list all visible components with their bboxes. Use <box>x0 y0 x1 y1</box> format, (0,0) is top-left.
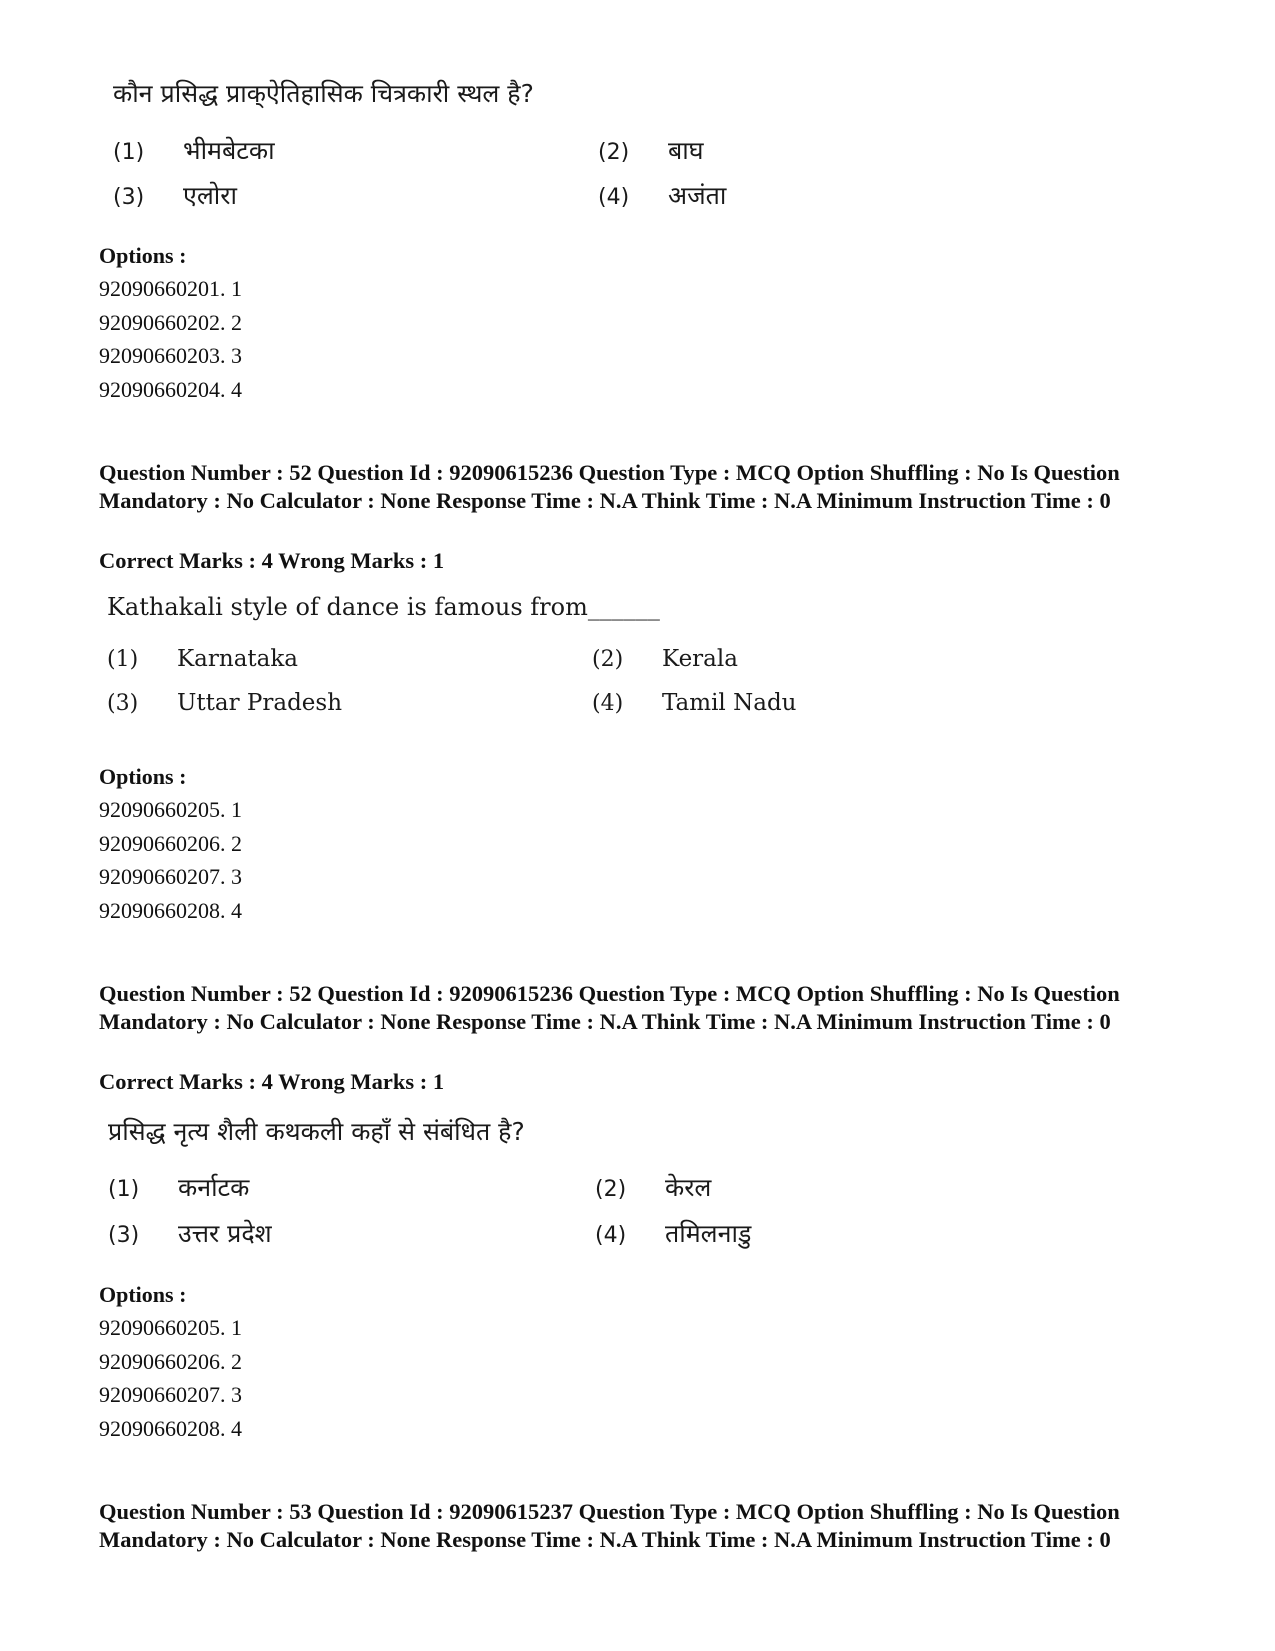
question-text: Kathakali style of dance is famous from______ <box>107 593 660 621</box>
choice-number: (4) <box>598 185 630 210</box>
question-text: प्रसिद्ध नृत्य शैली कथकली कहाँ से संबंधित है? <box>108 1117 525 1146</box>
choice-label: Kerala <box>662 646 738 672</box>
choice-number: (4) <box>595 1223 627 1248</box>
choice-label: Uttar Pradesh <box>177 690 343 716</box>
option-line: 92090660202. 2 <box>99 310 242 335</box>
question-meta: Question Number : 52 Question Id : 92090615236 Question Type : MCQ Option Shuffling : No Is Question Mandatory : No Calculator : None Response Time : N.A Think Time : N.A Minimum Instruction Time : 0 <box>99 981 1120 1034</box>
options-heading: Options : <box>99 243 187 268</box>
choice-label: उत्तर प्रदेश <box>178 1219 272 1248</box>
choice-number: (4) <box>592 691 624 716</box>
choice-1 <box>113 133 275 167</box>
choice-number: (3) <box>113 185 145 210</box>
choice-3 <box>107 689 342 717</box>
choice-2 <box>598 133 704 167</box>
choice-label: Tamil Nadu <box>662 690 797 716</box>
choice-number: (1) <box>108 1177 140 1202</box>
choice-label: तमिलनाडु <box>665 1219 752 1248</box>
options-heading: Options : <box>99 1282 187 1307</box>
option-line: 92090660206. 2 <box>99 1349 242 1374</box>
option-line: 92090660207. 3 <box>99 1382 242 1407</box>
choice-number: (3) <box>108 1223 140 1248</box>
choice-1 <box>107 645 298 673</box>
option-line: 92090660201. 1 <box>99 276 242 301</box>
choice-1 <box>108 1170 249 1204</box>
option-line: 92090660206. 2 <box>99 831 242 856</box>
question-meta: Question Number : 53 Question Id : 92090615237 Question Type : MCQ Option Shuffling : No Is Question Mandatory : No Calculator : None Response Time : N.A Think Time : N.A Minimum Instruction Time : 0 <box>99 1499 1120 1552</box>
choice-label: कर्नाटक <box>178 1173 250 1202</box>
choice-label: एलोरा <box>183 181 237 210</box>
option-line: 92090660207. 3 <box>99 864 242 889</box>
question-text: कौन प्रसिद्ध प्राक्ऐतिहासिक चित्रकारी स्थल है? <box>113 79 534 108</box>
choice-number: (2) <box>592 647 624 672</box>
choice-label: बाघ <box>668 136 704 165</box>
choice-number: (2) <box>598 140 630 165</box>
choice-3 <box>108 1216 272 1250</box>
option-line: 92090660203. 3 <box>99 343 242 368</box>
option-line: 92090660208. 4 <box>99 1416 242 1441</box>
options-heading: Options : <box>99 764 187 789</box>
choice-number: (2) <box>595 1177 627 1202</box>
choice-number: (1) <box>107 647 139 672</box>
choice-4 <box>592 689 796 717</box>
choice-2 <box>592 645 738 673</box>
option-line: 92090660205. 1 <box>99 1315 242 1340</box>
choice-label: भीमबेटका <box>183 136 275 165</box>
choice-3 <box>113 178 237 212</box>
choice-number: (1) <box>113 140 145 165</box>
choice-label: केरल <box>665 1173 712 1202</box>
question-meta: Question Number : 52 Question Id : 92090615236 Question Type : MCQ Option Shuffling : No Is Question Mandatory : No Calculator : None Response Time : N.A Think Time : N.A Minimum Instruction Time : 0 <box>99 460 1120 513</box>
option-line: 92090660208. 4 <box>99 898 242 923</box>
marks-line: Correct Marks : 4 Wrong Marks : 1 <box>99 1069 445 1094</box>
marks-line: Correct Marks : 4 Wrong Marks : 1 <box>99 548 445 573</box>
choice-4 <box>598 178 726 212</box>
option-line: 92090660205. 1 <box>99 797 242 822</box>
choice-label: अजंता <box>668 181 727 210</box>
choice-2 <box>595 1170 711 1204</box>
choice-label: Karnataka <box>177 646 299 672</box>
choice-number: (3) <box>107 691 139 716</box>
choice-4 <box>595 1216 751 1250</box>
option-line: 92090660204. 4 <box>99 377 242 402</box>
